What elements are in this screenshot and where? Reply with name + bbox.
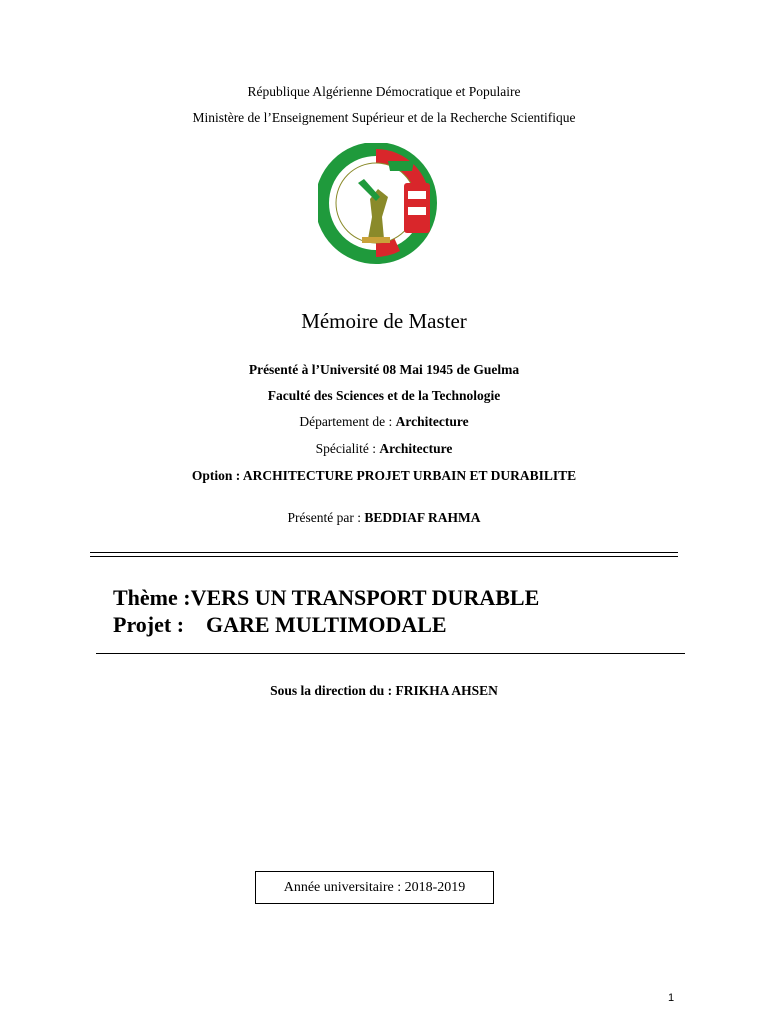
author-value: BEDDIAF RAHMA bbox=[364, 510, 481, 525]
department-value: Architecture bbox=[395, 414, 469, 429]
university-seal-icon bbox=[318, 143, 442, 267]
university-logo bbox=[318, 143, 442, 267]
theme-label: Thème : bbox=[113, 585, 191, 610]
university-line: Présenté à l’Université 08 Mai 1945 de Guelma bbox=[248, 362, 520, 377]
project-row bbox=[113, 611, 539, 638]
theme-value: VERS UN TRANSPORT DURABLE bbox=[190, 585, 540, 610]
ministry-heading: Ministère de l’Enseignement Supérieur et de la Recherche Scientifique bbox=[192, 110, 576, 125]
author-label: Présenté par : bbox=[287, 510, 365, 525]
document-title: Mémoire de Master bbox=[301, 309, 467, 333]
author-line bbox=[0, 510, 768, 526]
specialty-value: Architecture bbox=[379, 441, 453, 456]
academic-year-box: Année universitaire : 2018-2019 bbox=[255, 871, 494, 904]
project-label: Projet : bbox=[113, 612, 185, 637]
page-number: 1 bbox=[668, 992, 675, 1004]
faculty-line: Faculté des Sciences et de la Technologie bbox=[267, 388, 501, 403]
option-line: Option : ARCHITECTURE PROJET URBAIN ET DURABILITE bbox=[191, 468, 577, 483]
theme-row bbox=[113, 584, 539, 611]
supervisor-line: Sous la direction du : FRIKHA AHSEN bbox=[270, 683, 498, 698]
specialty-label: Spécialité : bbox=[315, 441, 380, 456]
project-value: GARE MULTIMODALE bbox=[206, 612, 447, 637]
department-line bbox=[0, 414, 768, 430]
specialty-line bbox=[0, 441, 768, 457]
theme-block bbox=[113, 584, 539, 638]
double-divider bbox=[90, 552, 678, 557]
single-divider bbox=[96, 653, 685, 654]
republic-heading: République Algérienne Démocratique et Populaire bbox=[247, 84, 521, 99]
department-label: Département de : bbox=[299, 414, 396, 429]
